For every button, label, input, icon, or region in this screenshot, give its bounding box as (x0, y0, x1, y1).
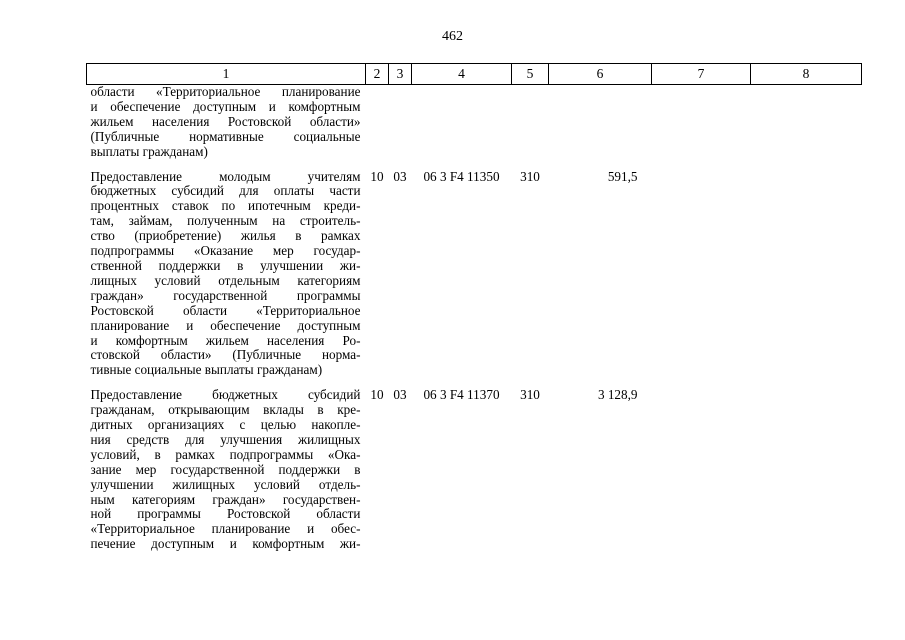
cell-expense-type (512, 85, 549, 170)
description-line: стовской области» (Публичные норма- (90, 347, 361, 363)
description-line: бюджетных субсидий для оплаты части (90, 183, 361, 199)
table-row (87, 388, 862, 562)
budget-table (86, 63, 862, 562)
cell-col7 (652, 170, 751, 389)
description-line: ственной поддержки в улучшении жи- (90, 257, 361, 273)
row-description (87, 85, 366, 170)
description-line: выплаты гражданам) (90, 143, 208, 159)
header-col-5: 5 (512, 64, 549, 85)
description-line: Предоставление бюджетных субсидий (90, 387, 361, 403)
row-description (87, 170, 366, 389)
description-line: улучшении жилищных условий отдель- (90, 476, 361, 492)
cell-amount: 3 128,9 (597, 387, 638, 403)
cell-amount: 591,5 (607, 168, 638, 184)
cell-col8 (751, 388, 862, 562)
description-line: ния средств для улучшения жилищных (90, 431, 361, 447)
description-line: там, займам, полученным на строитель- (90, 213, 361, 229)
cell-amount (549, 85, 652, 170)
cell-subsection (389, 85, 412, 170)
description-line: Предоставление молодым учителям (90, 168, 361, 184)
header-col-3: 3 (389, 64, 412, 85)
page-number: 462 (442, 29, 463, 44)
description-line: Ростовской области «Территориальное (90, 302, 361, 318)
description-line: (Публичные нормативные социальные (90, 128, 361, 144)
description-line: тивные социальные выплаты гражданам) (90, 362, 323, 378)
description-line: и комфортным жильем населения Ро- (90, 332, 361, 348)
description-line: зание мер государственной поддержки в (90, 461, 361, 477)
cell-target-article (412, 85, 512, 170)
description-line: условий, в рамках подпрограммы «Ока- (90, 446, 361, 462)
description-line: лищных условий отдельным категориям (90, 272, 361, 288)
header-col-2: 2 (366, 64, 389, 85)
cell-subsection: 03 (393, 387, 407, 403)
cell-section: 10 (370, 168, 384, 184)
description-line: ным категориям граждан» государствен- (90, 491, 361, 507)
cell-section (366, 85, 389, 170)
description-line: печение доступным и комфортным жи- (90, 536, 361, 552)
table-row (87, 170, 862, 389)
description-line: планирование и обеспечение доступным (90, 317, 361, 333)
table-row (87, 85, 862, 170)
header-col-1: 1 (87, 64, 366, 85)
cell-target-article: 06 3 F4 11350 (423, 168, 500, 184)
description-line: процентных ставок по ипотечным креди- (90, 198, 361, 214)
description-line: ной программы Ростовской области (90, 506, 361, 522)
header-row (87, 64, 862, 85)
cell-col7 (652, 388, 751, 562)
header-col-7: 7 (652, 64, 751, 85)
description-line: области «Территориальное планирование (90, 84, 361, 99)
description-line: дитных организациях с целью накопле- (90, 417, 361, 433)
description-line: ство (приобретение) жилья в рамках (90, 228, 361, 244)
description-line: «Территориальное планирование и обес- (90, 521, 361, 537)
cell-col7 (652, 85, 751, 170)
cell-section: 10 (370, 387, 384, 403)
description-line: граждан» государственной программы (90, 287, 361, 303)
row-description (87, 388, 366, 562)
header-col-6: 6 (549, 64, 652, 85)
cell-col8 (751, 85, 862, 170)
description-line: и обеспечение доступным и комфортным (90, 98, 361, 114)
cell-subsection: 03 (393, 168, 407, 184)
cell-expense-type: 310 (520, 168, 540, 184)
header-col-8: 8 (751, 64, 862, 85)
description-line: жильем населения Ростовской области» (90, 113, 361, 129)
header-col-4: 4 (412, 64, 512, 85)
description-line: подпрограммы «Оказание мер государ- (90, 243, 361, 259)
description-line: гражданам, открывающим вклады в кре- (90, 402, 361, 418)
cell-col8 (751, 170, 862, 389)
cell-expense-type: 310 (520, 387, 540, 403)
cell-target-article: 06 3 F4 11370 (423, 387, 500, 403)
